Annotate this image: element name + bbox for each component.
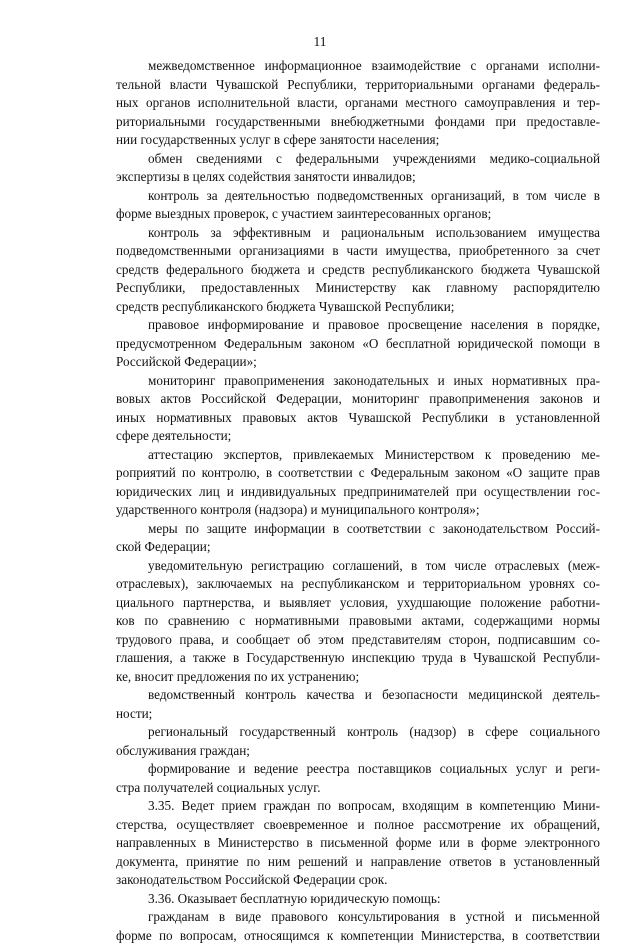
text-line: подведомственными организациями в части имущества, приобретенного за счет: [116, 242, 600, 261]
text-line: формирование и ведение реестра поставщиков социальных услуг и реги-: [116, 760, 600, 779]
paragraph: [116, 316, 600, 372]
text-line: документа, принятие по ним решений и направление ответов в установленный: [116, 853, 600, 872]
text-line: межведомственное информационное взаимодействие с органами исполни-: [116, 57, 600, 76]
text-line: средств республиканского бюджета Чувашской Республики;: [116, 298, 600, 317]
paragraph: [116, 446, 600, 520]
text-line: ударственного контроля (надзора) и муниципального контроля»;: [116, 501, 600, 520]
text-line: аттестацию экспертов, привлекаемых Министерством к проведению ме-: [116, 446, 600, 465]
text-line: трудового права, и сообщает об этом представителям сторон, подписавшим со-: [116, 631, 600, 650]
text-line: ведомственный контроль качества и безопасности медицинской деятель-: [116, 686, 600, 705]
text-line: стра получателей социальных услуг.: [116, 779, 600, 798]
paragraph: [116, 686, 600, 723]
text-line: юридических лиц и индивидуальных предпринимателей при осуществлении гос-: [116, 483, 600, 502]
text-line: 3.35. Ведет прием граждан по вопросам, входящим в компетенцию Мини-: [116, 797, 600, 816]
text-line: форме по вопросам, относящимся к компетенции Министерства, в соответствии: [116, 927, 600, 945]
document-body: [116, 57, 600, 945]
paragraph: [116, 57, 600, 150]
text-line: меры по защите информации в соответствии с законодательством Россий-: [116, 520, 600, 539]
text-line: тельной власти Чувашской Республики, территориальными органами федераль-: [116, 76, 600, 95]
paragraph: [116, 760, 600, 797]
text-line: ской Федерации;: [116, 538, 600, 557]
text-line: правовое информирование и правовое просвещение населения в порядке,: [116, 316, 600, 335]
text-line: Республики, предоставленных Министерству как главному распорядителю: [116, 279, 600, 298]
text-line: Российской Федерации»;: [116, 353, 600, 372]
page-number: 11: [0, 34, 640, 50]
text-line: контроль за деятельностью подведомственных организаций, в том числе в: [116, 187, 600, 206]
text-line: глашения, а также в Государственную инспекцию труда в Чувашской Республи-: [116, 649, 600, 668]
text-line: уведомительную регистрацию соглашений, в том числе отраслевых (меж-: [116, 557, 600, 576]
paragraph: [116, 557, 600, 687]
text-line: иных нормативных правовых актов Чувашской Республики в установленной: [116, 409, 600, 428]
text-line: гражданам в виде правового консультирования в устной и письменной: [116, 908, 600, 927]
text-line: обслуживания граждан;: [116, 742, 600, 761]
text-line: ке, вносит предложения по их устранению;: [116, 668, 600, 687]
paragraph: [116, 187, 600, 224]
text-line: 3.36. Оказывает бесплатную юридическую помощь:: [116, 890, 600, 909]
text-line: мониторинг правоприменения законодательных и иных нормативных пра-: [116, 372, 600, 391]
text-line: экспертизы в целях содействия занятости инвалидов;: [116, 168, 600, 187]
paragraph: [116, 890, 600, 909]
text-line: вовых актов Российской Федерации, мониторинг правоприменения законов и: [116, 390, 600, 409]
text-line: сфере деятельности;: [116, 427, 600, 446]
text-line: направленных в Министерство в письменной форме или в форме электронного: [116, 834, 600, 853]
text-line: ных органов исполнительной власти, органами местного самоуправления и тер-: [116, 94, 600, 113]
text-line: стерства, осуществляет своевременное и полное рассмотрение их обращений,: [116, 816, 600, 835]
text-line: средств федерального бюджета и средств республиканского бюджета Чувашской: [116, 261, 600, 280]
paragraph: [116, 224, 600, 317]
text-line: предусмотренном Федеральным законом «О бесплатной юридической помощи в: [116, 335, 600, 354]
text-line: законодательством Российской Федерации срок.: [116, 871, 600, 890]
text-line: контроль за эффективным и рациональным использованием имущества: [116, 224, 600, 243]
paragraph: [116, 908, 600, 945]
text-line: форме выездных проверок, с участием заинтересованных органов;: [116, 205, 600, 224]
text-line: циального партнерства, и выявляет условия, ухудшающие положение работни-: [116, 594, 600, 613]
text-line: региональный государственный контроль (надзор) в сфере социального: [116, 723, 600, 742]
text-line: риториальными государственными внебюджетными фондами при предоставле-: [116, 113, 600, 132]
text-line: обмен сведениями с федеральными учреждениями медико-социальной: [116, 150, 600, 169]
text-line: нии государственных услуг в сфере занятости населения;: [116, 131, 600, 150]
text-line: роприятий по контролю, в соответствии с Федеральным законом «О защите прав: [116, 464, 600, 483]
paragraph: [116, 723, 600, 760]
paragraph: [116, 520, 600, 557]
text-line: отраслевых), заключаемых на республиканском и территориальном уровнях со-: [116, 575, 600, 594]
text-line: ков по сравнению с нормативными правовыми актами, содержащими нормы: [116, 612, 600, 631]
paragraph: [116, 150, 600, 187]
text-line: ности;: [116, 705, 600, 724]
paragraph: [116, 372, 600, 446]
paragraph: [116, 797, 600, 890]
